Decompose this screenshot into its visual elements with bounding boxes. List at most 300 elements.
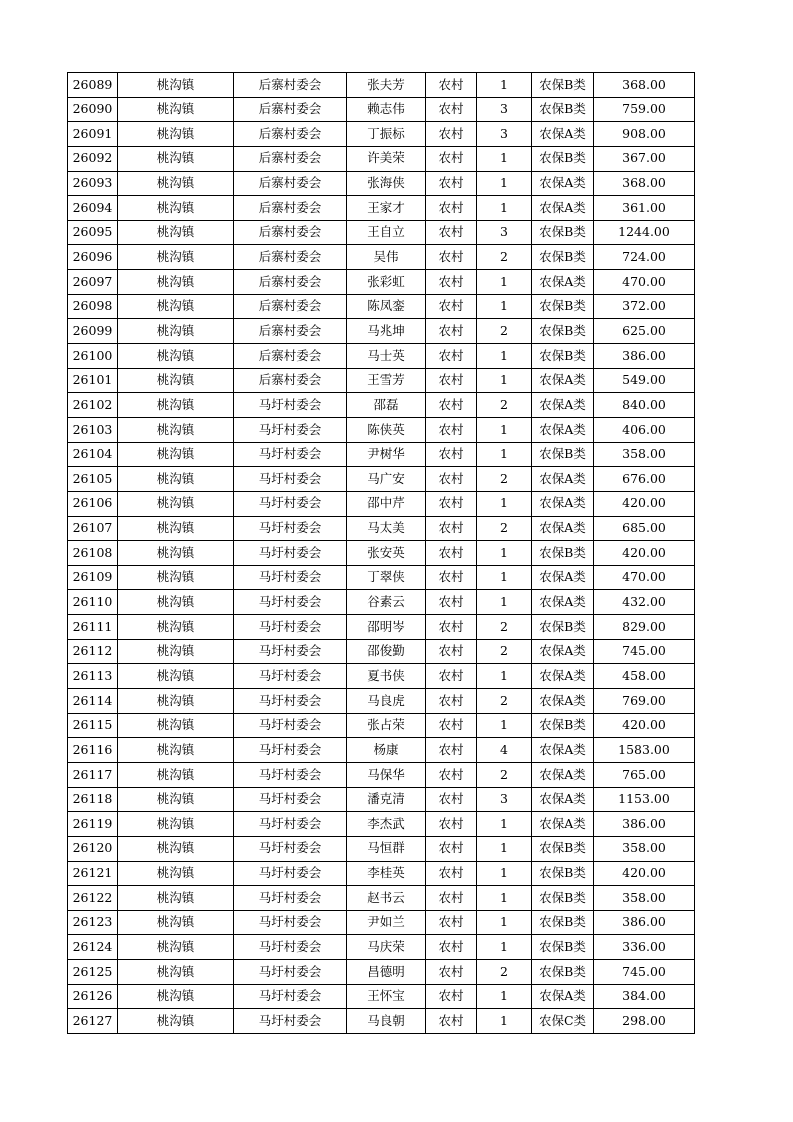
member-count-cell: 1: [477, 590, 532, 615]
insurance-category-cell: 农保A类: [532, 812, 594, 837]
record-id-cell: 26099: [68, 319, 118, 344]
member-count-cell: 2: [477, 467, 532, 492]
record-id-cell: 26118: [68, 787, 118, 812]
table-row: [68, 516, 695, 541]
village-committee-cell: 马圩村委会: [234, 984, 347, 1009]
member-count-cell: 3: [477, 787, 532, 812]
town-cell: 桃沟镇: [118, 516, 234, 541]
insurance-category-cell: 农保B类: [532, 294, 594, 319]
village-committee-cell: 马圩村委会: [234, 541, 347, 566]
household-type-cell: 农村: [426, 146, 477, 171]
household-type-cell: 农村: [426, 615, 477, 640]
insurance-category-cell: 农保B类: [532, 442, 594, 467]
member-count-cell: 1: [477, 910, 532, 935]
household-type-cell: 农村: [426, 861, 477, 886]
town-cell: 桃沟镇: [118, 319, 234, 344]
record-id-cell: 26120: [68, 836, 118, 861]
record-id-cell: 26122: [68, 886, 118, 911]
insurance-category-cell: 农保A类: [532, 270, 594, 295]
table-row: [68, 491, 695, 516]
name-cell: 邵俊勤: [347, 639, 426, 664]
table-row: [68, 935, 695, 960]
member-count-cell: 2: [477, 639, 532, 664]
town-cell: 桃沟镇: [118, 393, 234, 418]
table-row: [68, 220, 695, 245]
name-cell: 王家才: [347, 196, 426, 221]
village-committee-cell: 马圩村委会: [234, 861, 347, 886]
insurance-category-cell: 农保A类: [532, 664, 594, 689]
record-id-cell: 26091: [68, 122, 118, 147]
insurance-category-cell: 农保A类: [532, 984, 594, 1009]
name-cell: 吴伟: [347, 245, 426, 270]
record-id-cell: 26127: [68, 1009, 118, 1034]
name-cell: 马保华: [347, 762, 426, 787]
household-type-cell: 农村: [426, 245, 477, 270]
town-cell: 桃沟镇: [118, 368, 234, 393]
member-count-cell: 3: [477, 122, 532, 147]
name-cell: 马士英: [347, 344, 426, 369]
village-committee-cell: 马圩村委会: [234, 590, 347, 615]
insurance-category-cell: 农保B类: [532, 541, 594, 566]
village-committee-cell: 马圩村委会: [234, 762, 347, 787]
household-type-cell: 农村: [426, 516, 477, 541]
town-cell: 桃沟镇: [118, 417, 234, 442]
town-cell: 桃沟镇: [118, 664, 234, 689]
insurance-category-cell: 农保A类: [532, 393, 594, 418]
household-type-cell: 农村: [426, 664, 477, 689]
amount-cell: 745.00: [594, 639, 695, 664]
name-cell: 马良虎: [347, 689, 426, 714]
household-type-cell: 农村: [426, 886, 477, 911]
amount-cell: 372.00: [594, 294, 695, 319]
table-row: [68, 787, 695, 812]
member-count-cell: 1: [477, 935, 532, 960]
town-cell: 桃沟镇: [118, 344, 234, 369]
village-committee-cell: 马圩村委会: [234, 393, 347, 418]
amount-cell: 724.00: [594, 245, 695, 270]
village-committee-cell: 后寨村委会: [234, 245, 347, 270]
table-row: [68, 393, 695, 418]
village-committee-cell: 马圩村委会: [234, 565, 347, 590]
amount-cell: 829.00: [594, 615, 695, 640]
amount-cell: 432.00: [594, 590, 695, 615]
amount-cell: 765.00: [594, 762, 695, 787]
member-count-cell: 1: [477, 294, 532, 319]
household-type-cell: 农村: [426, 491, 477, 516]
record-id-cell: 26094: [68, 196, 118, 221]
amount-cell: 745.00: [594, 960, 695, 985]
town-cell: 桃沟镇: [118, 639, 234, 664]
record-id-cell: 26095: [68, 220, 118, 245]
record-id-cell: 26113: [68, 664, 118, 689]
name-cell: 马兆坤: [347, 319, 426, 344]
town-cell: 桃沟镇: [118, 270, 234, 295]
household-type-cell: 农村: [426, 713, 477, 738]
record-id-cell: 26098: [68, 294, 118, 319]
town-cell: 桃沟镇: [118, 615, 234, 640]
name-cell: 许美荣: [347, 146, 426, 171]
insurance-category-cell: 农保B类: [532, 713, 594, 738]
amount-cell: 384.00: [594, 984, 695, 1009]
insurance-category-cell: 农保B类: [532, 910, 594, 935]
amount-cell: 298.00: [594, 1009, 695, 1034]
insurance-category-cell: 农保A类: [532, 565, 594, 590]
household-type-cell: 农村: [426, 417, 477, 442]
member-count-cell: 2: [477, 615, 532, 640]
household-type-cell: 农村: [426, 122, 477, 147]
name-cell: 陈侠英: [347, 417, 426, 442]
member-count-cell: 1: [477, 146, 532, 171]
record-id-cell: 26124: [68, 935, 118, 960]
household-type-cell: 农村: [426, 171, 477, 196]
record-id-cell: 26111: [68, 615, 118, 640]
household-type-cell: 农村: [426, 319, 477, 344]
name-cell: 赖志伟: [347, 97, 426, 122]
amount-cell: 1244.00: [594, 220, 695, 245]
amount-cell: 759.00: [594, 97, 695, 122]
insurance-category-cell: 农保B类: [532, 344, 594, 369]
town-cell: 桃沟镇: [118, 491, 234, 516]
name-cell: 李桂英: [347, 861, 426, 886]
village-committee-cell: 马圩村委会: [234, 491, 347, 516]
town-cell: 桃沟镇: [118, 196, 234, 221]
record-id-cell: 26123: [68, 910, 118, 935]
amount-cell: 840.00: [594, 393, 695, 418]
insurance-category-cell: 农保B类: [532, 960, 594, 985]
amount-cell: 368.00: [594, 73, 695, 98]
household-type-cell: 农村: [426, 467, 477, 492]
household-type-cell: 农村: [426, 762, 477, 787]
village-committee-cell: 马圩村委会: [234, 935, 347, 960]
table-row: [68, 245, 695, 270]
amount-cell: 358.00: [594, 836, 695, 861]
household-type-cell: 农村: [426, 393, 477, 418]
member-count-cell: 1: [477, 861, 532, 886]
insurance-category-cell: 农保A类: [532, 738, 594, 763]
member-count-cell: 1: [477, 417, 532, 442]
insurance-category-cell: 农保A类: [532, 762, 594, 787]
village-committee-cell: 后寨村委会: [234, 220, 347, 245]
amount-cell: 458.00: [594, 664, 695, 689]
amount-cell: 358.00: [594, 886, 695, 911]
record-id-cell: 26093: [68, 171, 118, 196]
name-cell: 王雪芳: [347, 368, 426, 393]
village-committee-cell: 马圩村委会: [234, 615, 347, 640]
name-cell: 马恒群: [347, 836, 426, 861]
table-row: [68, 344, 695, 369]
insurance-category-cell: 农保B类: [532, 319, 594, 344]
table-row: [68, 664, 695, 689]
member-count-cell: 1: [477, 565, 532, 590]
amount-cell: 1583.00: [594, 738, 695, 763]
town-cell: 桃沟镇: [118, 787, 234, 812]
insurance-category-cell: 农保B类: [532, 245, 594, 270]
amount-cell: 386.00: [594, 344, 695, 369]
amount-cell: 386.00: [594, 910, 695, 935]
insurance-category-cell: 农保A类: [532, 516, 594, 541]
amount-cell: 420.00: [594, 861, 695, 886]
table-row: [68, 639, 695, 664]
town-cell: 桃沟镇: [118, 220, 234, 245]
name-cell: 张海侠: [347, 171, 426, 196]
household-type-cell: 农村: [426, 812, 477, 837]
record-id-cell: 26125: [68, 960, 118, 985]
village-committee-cell: 马圩村委会: [234, 1009, 347, 1034]
table-row: [68, 762, 695, 787]
village-committee-cell: 后寨村委会: [234, 294, 347, 319]
village-committee-cell: 后寨村委会: [234, 368, 347, 393]
member-count-cell: 3: [477, 220, 532, 245]
insurance-category-cell: 农保B类: [532, 935, 594, 960]
amount-cell: 470.00: [594, 565, 695, 590]
insurance-category-cell: 农保A类: [532, 491, 594, 516]
insurance-category-cell: 农保A类: [532, 590, 594, 615]
name-cell: 杨康: [347, 738, 426, 763]
insurance-category-cell: 农保B类: [532, 220, 594, 245]
village-committee-cell: 马圩村委会: [234, 910, 347, 935]
village-committee-cell: 马圩村委会: [234, 639, 347, 664]
village-committee-cell: 马圩村委会: [234, 516, 347, 541]
table-row: [68, 270, 695, 295]
record-id-cell: 26104: [68, 442, 118, 467]
member-count-cell: 1: [477, 886, 532, 911]
name-cell: 夏书侠: [347, 664, 426, 689]
household-type-cell: 农村: [426, 73, 477, 98]
household-type-cell: 农村: [426, 910, 477, 935]
member-count-cell: 2: [477, 689, 532, 714]
record-id-cell: 26121: [68, 861, 118, 886]
village-committee-cell: 马圩村委会: [234, 467, 347, 492]
table-row: [68, 541, 695, 566]
amount-cell: 625.00: [594, 319, 695, 344]
town-cell: 桃沟镇: [118, 960, 234, 985]
town-cell: 桃沟镇: [118, 467, 234, 492]
insurance-category-cell: 农保B类: [532, 861, 594, 886]
table-body: [68, 73, 695, 1034]
table-row: [68, 196, 695, 221]
table-row: [68, 294, 695, 319]
member-count-cell: 1: [477, 344, 532, 369]
insurance-category-cell: 农保C类: [532, 1009, 594, 1034]
town-cell: 桃沟镇: [118, 541, 234, 566]
name-cell: 潘克清: [347, 787, 426, 812]
name-cell: 邵磊: [347, 393, 426, 418]
member-count-cell: 1: [477, 713, 532, 738]
town-cell: 桃沟镇: [118, 738, 234, 763]
town-cell: 桃沟镇: [118, 836, 234, 861]
table-row: [68, 565, 695, 590]
town-cell: 桃沟镇: [118, 294, 234, 319]
household-type-cell: 农村: [426, 344, 477, 369]
amount-cell: 386.00: [594, 812, 695, 837]
village-committee-cell: 马圩村委会: [234, 886, 347, 911]
name-cell: 李杰武: [347, 812, 426, 837]
household-type-cell: 农村: [426, 565, 477, 590]
household-type-cell: 农村: [426, 294, 477, 319]
table-row: [68, 1009, 695, 1034]
village-committee-cell: 后寨村委会: [234, 196, 347, 221]
village-committee-cell: 马圩村委会: [234, 442, 347, 467]
member-count-cell: 1: [477, 491, 532, 516]
table-row: [68, 960, 695, 985]
member-count-cell: 1: [477, 171, 532, 196]
household-type-cell: 农村: [426, 689, 477, 714]
household-type-cell: 农村: [426, 368, 477, 393]
village-committee-cell: 马圩村委会: [234, 787, 347, 812]
amount-cell: 420.00: [594, 713, 695, 738]
village-committee-cell: 马圩村委会: [234, 836, 347, 861]
amount-cell: 1153.00: [594, 787, 695, 812]
record-id-cell: 26097: [68, 270, 118, 295]
insurance-category-cell: 农保A类: [532, 787, 594, 812]
insurance-category-cell: 农保B类: [532, 97, 594, 122]
record-id-cell: 26117: [68, 762, 118, 787]
insurance-category-cell: 农保A类: [532, 122, 594, 147]
name-cell: 马庆荣: [347, 935, 426, 960]
member-count-cell: 1: [477, 984, 532, 1009]
member-count-cell: 1: [477, 1009, 532, 1034]
record-id-cell: 26116: [68, 738, 118, 763]
record-id-cell: 26089: [68, 73, 118, 98]
name-cell: 马良朝: [347, 1009, 426, 1034]
name-cell: 谷素云: [347, 590, 426, 615]
household-type-cell: 农村: [426, 97, 477, 122]
record-id-cell: 26106: [68, 491, 118, 516]
village-committee-cell: 后寨村委会: [234, 73, 347, 98]
town-cell: 桃沟镇: [118, 245, 234, 270]
household-type-cell: 农村: [426, 270, 477, 295]
amount-cell: 367.00: [594, 146, 695, 171]
household-type-cell: 农村: [426, 196, 477, 221]
amount-cell: 908.00: [594, 122, 695, 147]
household-type-cell: 农村: [426, 1009, 477, 1034]
town-cell: 桃沟镇: [118, 762, 234, 787]
household-type-cell: 农村: [426, 836, 477, 861]
insurance-category-cell: 农保B类: [532, 146, 594, 171]
village-committee-cell: 马圩村委会: [234, 664, 347, 689]
record-id-cell: 26119: [68, 812, 118, 837]
table-row: [68, 590, 695, 615]
record-id-cell: 26109: [68, 565, 118, 590]
village-committee-cell: 马圩村委会: [234, 960, 347, 985]
record-id-cell: 26114: [68, 689, 118, 714]
table-row: [68, 97, 695, 122]
table-row: [68, 615, 695, 640]
household-type-cell: 农村: [426, 541, 477, 566]
amount-cell: 406.00: [594, 417, 695, 442]
household-type-cell: 农村: [426, 442, 477, 467]
town-cell: 桃沟镇: [118, 590, 234, 615]
name-cell: 赵书云: [347, 886, 426, 911]
village-committee-cell: 马圩村委会: [234, 738, 347, 763]
town-cell: 桃沟镇: [118, 442, 234, 467]
name-cell: 邵明岑: [347, 615, 426, 640]
member-count-cell: 1: [477, 196, 532, 221]
member-count-cell: 2: [477, 393, 532, 418]
household-type-cell: 农村: [426, 639, 477, 664]
member-count-cell: 2: [477, 516, 532, 541]
insurance-category-cell: 农保A类: [532, 417, 594, 442]
household-type-cell: 农村: [426, 590, 477, 615]
name-cell: 尹树华: [347, 442, 426, 467]
household-type-cell: 农村: [426, 960, 477, 985]
member-count-cell: 1: [477, 73, 532, 98]
village-committee-cell: 后寨村委会: [234, 171, 347, 196]
village-committee-cell: 后寨村委会: [234, 146, 347, 171]
table-row: [68, 442, 695, 467]
town-cell: 桃沟镇: [118, 861, 234, 886]
town-cell: 桃沟镇: [118, 886, 234, 911]
member-count-cell: 1: [477, 442, 532, 467]
village-committee-cell: 后寨村委会: [234, 270, 347, 295]
record-id-cell: 26105: [68, 467, 118, 492]
name-cell: 昌德明: [347, 960, 426, 985]
amount-cell: 361.00: [594, 196, 695, 221]
table-row: [68, 886, 695, 911]
town-cell: 桃沟镇: [118, 935, 234, 960]
record-id-cell: 26090: [68, 97, 118, 122]
amount-cell: 368.00: [594, 171, 695, 196]
amount-cell: 685.00: [594, 516, 695, 541]
town-cell: 桃沟镇: [118, 146, 234, 171]
name-cell: 王怀宝: [347, 984, 426, 1009]
name-cell: 张安英: [347, 541, 426, 566]
amount-cell: 676.00: [594, 467, 695, 492]
table-row: [68, 984, 695, 1009]
village-committee-cell: 后寨村委会: [234, 97, 347, 122]
town-cell: 桃沟镇: [118, 122, 234, 147]
town-cell: 桃沟镇: [118, 565, 234, 590]
table-row: [68, 146, 695, 171]
household-type-cell: 农村: [426, 738, 477, 763]
village-committee-cell: 马圩村委会: [234, 689, 347, 714]
member-count-cell: 2: [477, 762, 532, 787]
record-id-cell: 26107: [68, 516, 118, 541]
village-committee-cell: 马圩村委会: [234, 417, 347, 442]
member-count-cell: 1: [477, 664, 532, 689]
table-row: [68, 738, 695, 763]
member-count-cell: 3: [477, 97, 532, 122]
amount-cell: 420.00: [594, 541, 695, 566]
table-row: [68, 417, 695, 442]
record-id-cell: 26103: [68, 417, 118, 442]
name-cell: 尹如兰: [347, 910, 426, 935]
village-committee-cell: 后寨村委会: [234, 344, 347, 369]
insurance-category-cell: 农保A类: [532, 368, 594, 393]
insurance-category-cell: 农保A类: [532, 689, 594, 714]
insurance-category-cell: 农保B类: [532, 615, 594, 640]
amount-cell: 336.00: [594, 935, 695, 960]
table-row: [68, 73, 695, 98]
record-id-cell: 26096: [68, 245, 118, 270]
insurance-category-cell: 农保A类: [532, 171, 594, 196]
member-count-cell: 1: [477, 812, 532, 837]
household-type-cell: 农村: [426, 984, 477, 1009]
town-cell: 桃沟镇: [118, 713, 234, 738]
name-cell: 丁振标: [347, 122, 426, 147]
member-count-cell: 1: [477, 270, 532, 295]
town-cell: 桃沟镇: [118, 812, 234, 837]
table-row: [68, 689, 695, 714]
member-count-cell: 1: [477, 836, 532, 861]
table-row: [68, 171, 695, 196]
village-committee-cell: 马圩村委会: [234, 713, 347, 738]
name-cell: 马广安: [347, 467, 426, 492]
household-type-cell: 农村: [426, 220, 477, 245]
record-id-cell: 26092: [68, 146, 118, 171]
name-cell: 张夫芳: [347, 73, 426, 98]
town-cell: 桃沟镇: [118, 1009, 234, 1034]
